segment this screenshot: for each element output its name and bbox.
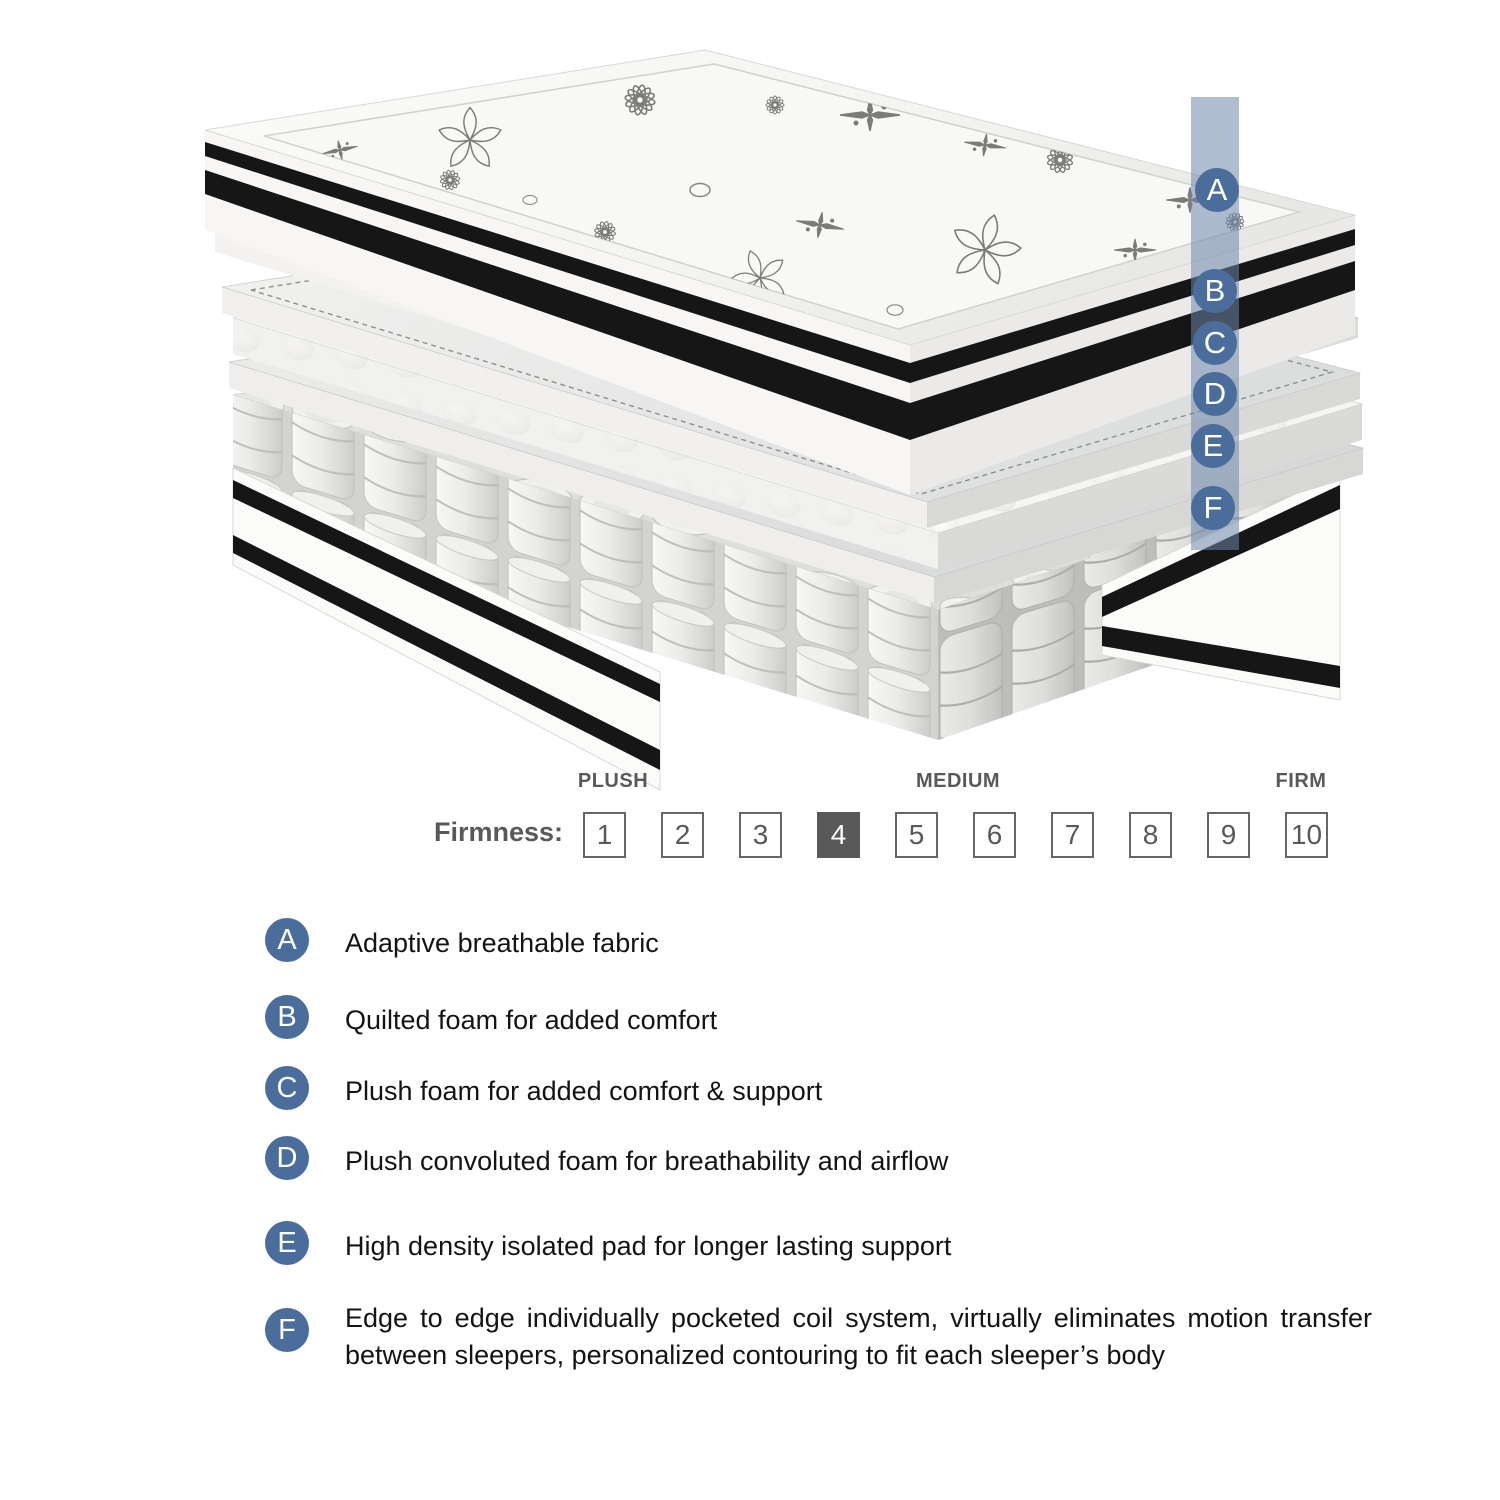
- firmness-level-4-selected: 4: [817, 812, 860, 858]
- legend-badge-d: D: [265, 1136, 309, 1180]
- legend-text-f: Edge to edge individually pocketed coil system, virtually eliminates motion transfer between sleepers, personalized contouring to fit each sleeper’s body: [345, 1303, 1372, 1370]
- firmness-level-2: 2: [661, 812, 704, 858]
- legend-text-a: Adaptive breathable fabric: [345, 928, 659, 958]
- firmness-level-6: 6: [973, 812, 1016, 858]
- legend-badge-a: A: [265, 918, 309, 962]
- legend-badge-f: F: [265, 1308, 309, 1352]
- band-letter: F: [1203, 490, 1223, 525]
- legend-badge-e: E: [265, 1221, 309, 1265]
- legend-text-c: Plush foam for added comfort & support: [345, 1076, 823, 1106]
- firmness-level-5: 5: [895, 812, 938, 858]
- band-letter: E: [1202, 428, 1224, 463]
- firmness-level-8: 8: [1129, 812, 1172, 858]
- band-label-a: [1195, 168, 1239, 212]
- firmness-level-9: 9: [1207, 812, 1250, 858]
- band-letter: B: [1204, 273, 1226, 308]
- firmness-level-7: 7: [1051, 812, 1094, 858]
- firmness-level-10: 10: [1285, 812, 1328, 858]
- legend-badge-b: B: [265, 995, 309, 1039]
- band-label-d: [1193, 372, 1237, 416]
- legend-text-e: High density isolated pad for longer lasting support: [345, 1231, 952, 1261]
- band-label-c: [1193, 321, 1237, 365]
- firmness-title: Firmness:: [433, 817, 563, 847]
- band-letter: A: [1206, 172, 1228, 207]
- firmness-level-3: 3: [739, 812, 782, 858]
- firmness-level-1: 1: [583, 812, 626, 858]
- scale-label-plush: PLUSH: [577, 770, 649, 792]
- band-label-b: [1193, 269, 1237, 313]
- legend-badge-c: C: [265, 1066, 309, 1110]
- band-label-e: [1191, 424, 1235, 468]
- band-letter: C: [1203, 325, 1227, 360]
- scale-label-medium: MEDIUM: [915, 770, 1001, 792]
- legend-text-b: Quilted foam for added comfort: [345, 1005, 718, 1035]
- firmness-scale: [583, 812, 1328, 858]
- scale-label-firm: FIRM: [1275, 770, 1327, 792]
- legend-text-d: Plush convoluted foam for breathability and airflow: [345, 1146, 949, 1176]
- band-letter: D: [1203, 376, 1227, 411]
- band-label-f: [1191, 486, 1235, 530]
